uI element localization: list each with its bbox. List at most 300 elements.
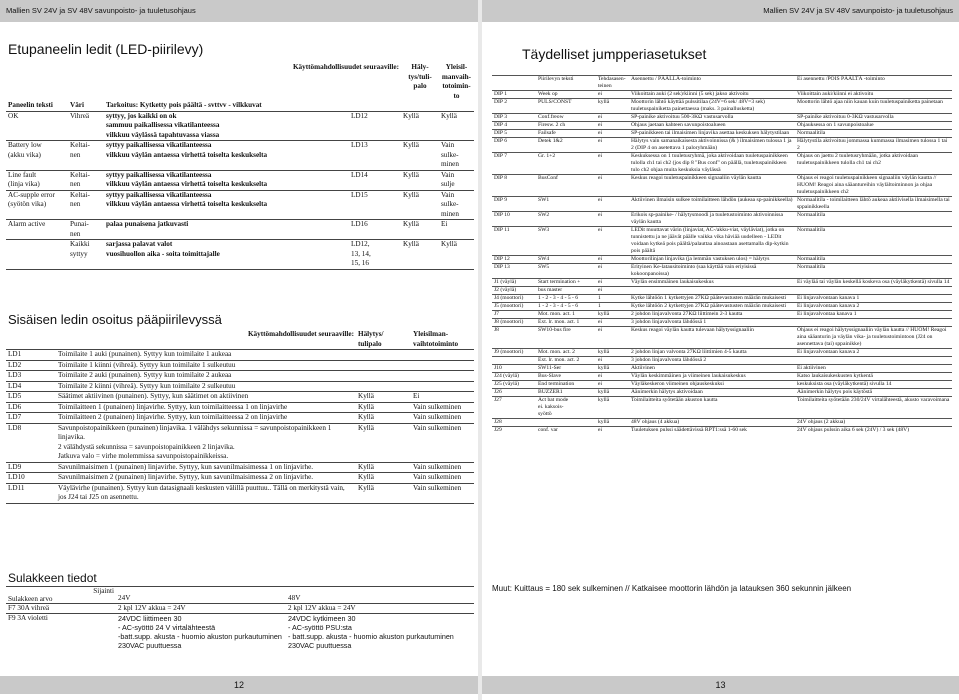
not-installed-function: keskuksista osa (väyläkytkentä) sivulla 14 <box>795 381 952 389</box>
installed-function: 2 johdon linjavalvonta 27KΩ liittimein 2-3 kautta <box>629 311 795 319</box>
vent-value: Ei <box>411 392 474 403</box>
fuse-48v-value: 24VDC kytkimeen 30 - AC-syöttö PSU:sta - batt.supp. akusta - huomio akuston purkautuminen 230VAC puuttuessa <box>286 614 474 651</box>
not-installed-function: Ei linjavalvontaan kanava 1 <box>795 295 952 303</box>
jumper-id: DIP 6 <box>492 138 536 153</box>
led-id: LD12 <box>349 111 401 141</box>
installed-function: Ohjaus jaetaan kahteen savunpoistoalueen <box>629 122 795 130</box>
table-row <box>492 303 952 311</box>
fire-value: Kyllä <box>401 240 439 270</box>
fuse-location: F9 3A violetti <box>6 614 116 651</box>
installed-function: 48V ohjaus (4 akkua) <box>629 419 795 427</box>
installed-function: Erityinen Ke-latausitoiminto (saa käyttää vain eriyisissä kokoonpanoissa) <box>629 264 795 279</box>
table-row <box>6 111 474 141</box>
table-row <box>492 357 952 365</box>
led-description: Toimilaitteen 1 (punainen) linjavirhe. Syttyy, kun toimilaitteessa 1 on linjavirhe <box>56 402 356 413</box>
table-row <box>492 212 952 227</box>
jumper-id: J26 <box>492 389 536 397</box>
table-row <box>492 130 952 138</box>
table-row <box>492 295 952 303</box>
table-row <box>492 227 952 256</box>
fire-value: Kyllä <box>356 402 411 413</box>
not-installed-function <box>795 357 952 365</box>
installed-function: 3 johdon linjavalvonta lähdössä 1 <box>629 319 795 327</box>
board-text: SW3 <box>536 227 596 256</box>
factory-setting: kyllä <box>596 99 629 114</box>
jumper-head <box>492 76 952 91</box>
table-row <box>492 264 952 279</box>
table-row <box>6 423 474 462</box>
board-text: Start termination + <box>536 279 596 287</box>
led-id: LD13 <box>349 141 401 171</box>
jumper-head-cell: Ei asennettu /POIS PÄÄLTÄ -toiminto <box>795 76 952 91</box>
jumper-id: DIP 11 <box>492 227 536 256</box>
jumper-head-cell: Asennettu / PÄÄLLÄ-toiminto <box>629 76 795 91</box>
board-text: SW5 <box>536 264 596 279</box>
led-id: LD8 <box>6 423 56 462</box>
fuse-24v: 24V <box>116 587 286 604</box>
table-row <box>492 138 952 153</box>
factory-setting: ei <box>596 327 629 349</box>
jumper-id: DIP 9 <box>492 197 536 212</box>
fuse-table <box>6 586 474 650</box>
not-installed-function: Katso laukaisukeskusten kytkentä <box>795 373 952 381</box>
led-color: Keltai- nen <box>68 190 104 220</box>
installed-function: Moottorin lähtö käyttää pulssitilaa (24V=6 sek/ 48V=3 sek) tuuletuspainiketta painettaessa (maks. 3 painallusketta) <box>629 99 795 114</box>
led-description: Savunilmaisimen 1 (punainen) linjavirhe. Syttyy, kun savunilmaisimessa 1 on linjavirhe. <box>56 462 356 473</box>
vent-value: Vain sulkeminen <box>411 413 474 424</box>
board-text: conf. var <box>536 427 596 435</box>
header-text: Mallien SV 24V ja SV 48V savunpoisto- ja tuuletusohjaus <box>6 6 196 15</box>
board-text: BusConf <box>536 175 596 197</box>
factory-setting: ei <box>596 264 629 279</box>
fire-value <box>356 381 411 392</box>
not-installed-function <box>795 287 952 295</box>
factory-setting: ei <box>596 373 629 381</box>
table-row <box>6 483 474 503</box>
page-number: 12 <box>233 680 244 690</box>
jumper-id: J7 <box>492 311 536 319</box>
installed-function: Keskuksessa on 1 tuuletusryhmä, joka aktivoidaan tuuletuspainikkeen tulolla ch1 tai ch2 (jos dip 8 "Bus conf" on päällä, tuuletuspainikkeen tulo ch2 ohjaa muita keskuksia väylässä <box>629 153 795 175</box>
installed-function: Toimilaitteita syötetään akuston kautta <box>629 397 795 419</box>
fire-value: Kyllä <box>401 190 439 220</box>
factory-setting: ei <box>596 91 629 99</box>
led-description: Väylävirhe (punainen). Syttyy kun datasignaali keskusten välillä puuttuu.. Tällä on merkitystä vain, jos J24 tai J25 on asennettu. <box>56 483 356 503</box>
vent-value: Kyllä <box>439 111 474 141</box>
jumper-id: DIP 7 <box>492 153 536 175</box>
installed-function: 2 johdon linjan valvonta 27KΩ liittimien 4-5 kautta <box>629 349 795 357</box>
fuse-location-label: Sijainti <box>93 587 114 595</box>
installed-function: Aktiivinen ilmaisin sulkee toimilaitteen lähdön (aukeaa sp-painikkeella) <box>629 197 795 212</box>
board-text: Week op <box>536 91 596 99</box>
led-color: Keltai- nen <box>68 170 104 190</box>
panel-text: Line fault (linja vika) <box>6 170 68 190</box>
led-description: Toimilaitteen 2 (punainen) linjavirhe. Syttyy, kun toimilaitteessa 2 on linjavirhe <box>56 413 356 424</box>
table-row <box>492 153 952 175</box>
board-text: Gr. 1+2 <box>536 153 596 175</box>
not-installed-function: Normaalitila <box>795 256 952 264</box>
table-row <box>6 240 474 270</box>
not-installed-function: Viikoittain auki/kiinni ei aktivoitu <box>795 91 952 99</box>
head-purpose: Tarkoitus: Kytketty pois päältä - svttvv - vilkkuvat <box>104 101 474 111</box>
page-footer <box>482 676 959 694</box>
fire-value: Kyllä <box>356 423 411 462</box>
installed-function: Erikois sp-painike- / hälytysmoodi ja tuuletustoiminto aktivoinnissa väylän kautta <box>629 212 795 227</box>
board-text: SW1 <box>536 197 596 212</box>
not-installed-function: Ei väylää tai väylän keskellä koskeva osa (väyläkytkentä) sivulla 14 <box>795 279 952 287</box>
panel-text: AC-supple error (syötön vika) <box>6 190 68 220</box>
not-installed-function: Normaalitila - toimilaitteen lähtö aukeaa aktiivisella ilmaisimella tai sppainikkeella <box>795 197 952 212</box>
board-text: Detek 1&2 <box>536 138 596 153</box>
table-row <box>492 319 952 327</box>
installed-function <box>629 287 795 295</box>
jumper-id: DIP 2 <box>492 99 536 114</box>
installed-function: Väyläkeskeron viimeinen ohjauskeskuksi <box>629 381 795 389</box>
board-text <box>536 419 596 427</box>
board-text: Mot. mon. act. 1 <box>536 311 596 319</box>
inner-led-table <box>6 330 474 504</box>
not-installed-function: Ei linjavalvontaan kanava 2 <box>795 303 952 311</box>
led-id: LD7 <box>6 413 56 424</box>
vent-value: Vain sulke- minen <box>439 190 474 220</box>
vent-value: Vain sulje <box>439 170 474 190</box>
led-purpose: syttyy, jos kaikki on ok sammuu paikallisessa vikatilanteessa vilkkuu väylässä tapahtuvassa viassa <box>104 111 349 141</box>
not-installed-function: Ohjauksessa on 1 savunpoistoalue <box>795 122 952 130</box>
vent-value <box>411 350 474 361</box>
column-fire: Hälytys/ tulipalo <box>356 330 411 350</box>
board-text: SW10-bus fire <box>536 327 596 349</box>
jumper-id: J25 (väylä) <box>492 381 536 389</box>
factory-setting: kyllä <box>596 397 629 419</box>
table-row <box>6 381 474 392</box>
head-name: Paneelin teksti <box>6 101 68 111</box>
jumper-id: J8 <box>492 327 536 349</box>
blank <box>6 63 104 101</box>
table-row <box>492 99 952 114</box>
vent-value: Vain sulkeminen <box>411 402 474 413</box>
board-text: End termination <box>536 381 596 389</box>
jumper-id: J28 <box>492 419 536 427</box>
vent-value <box>411 381 474 392</box>
installed-function: Väylän keskimmäinen ja viimeinen laukaisukeskus <box>629 373 795 381</box>
led-head-row <box>6 101 474 111</box>
not-installed-function: Ohjaus on jaettu 2 tuuletusryhmään, jotka aktivoidaan tuuletuspainikkeen tulolla ch1 tai ch2 <box>795 153 952 175</box>
table-row <box>6 473 474 484</box>
led-id: LD4 <box>6 381 56 392</box>
board-text: 1 - 2 - 3 - 4 - 5 - 6 <box>536 303 596 311</box>
factory-setting: ei <box>596 175 629 197</box>
vent-value: Vain sulkeminen <box>411 423 474 462</box>
led-id: LD10 <box>6 473 56 484</box>
vent-value: Vain sulkeminen <box>411 473 474 484</box>
vent-value: Ei <box>439 220 474 240</box>
table-row <box>6 220 474 240</box>
table-row <box>492 381 952 389</box>
page-number: 13 <box>715 680 726 690</box>
board-text: Ext. lr. mon. act. 2 <box>536 357 596 365</box>
installed-function: SP-painikkeen tai ilmaisimen linjavika asettaa keskuksen hälytystilaan <box>629 130 795 138</box>
installed-function: LEDit muuttavat värin (linjaviat, AC-/akku-viat, väyläviat), jotka on tunnistettu ja ne jäävät päälle vaikka vika häviää uudelleen - LEDit voidaan kytkeä pois päältä/palauttaa ainoastaan asettamalla dip-kytkin pois päältä <box>629 227 795 256</box>
factory-setting: ei <box>596 427 629 435</box>
installed-function: Keskus reagoi väylän kautta tulevaan hälytyssignaaliin <box>629 327 795 349</box>
factory-setting: 1 <box>596 295 629 303</box>
not-installed-function: Äänimerkin hälytys pois käytöstä <box>795 389 952 397</box>
table-row <box>492 91 952 99</box>
led-purpose: syttyy paikallisessa vikatilanteessa vilkkuu väylän antaessa virhettä toiselta keskukselta <box>104 141 349 171</box>
jumper-id: J8 (moottori) <box>492 319 536 327</box>
column-vent: Yleisilmanvaihtotoiminto <box>411 330 474 350</box>
table-row <box>492 419 952 427</box>
board-text: bus master <box>536 287 596 295</box>
installed-function: Viikoittain auki (2 sek)/kiinni (5 sek) jakso aktivoitu <box>629 91 795 99</box>
table-row <box>6 604 474 614</box>
jumper-id: J1 (väylä) <box>492 279 536 287</box>
jumper-id: DIP 12 <box>492 256 536 264</box>
board-text: Conf.freow <box>536 114 596 122</box>
factory-setting: ei <box>596 319 629 327</box>
led-id: LD15 <box>349 190 401 220</box>
fire-value: Kyllä <box>401 141 439 171</box>
factory-setting: kyllä <box>596 389 629 397</box>
not-installed-function: Moottorin lähtö ajaa niin kauan kuin tuuletuspainiketta painetaan <box>795 99 952 114</box>
board-text: BUZZER1 <box>536 389 596 397</box>
factory-setting: kyllä <box>596 365 629 373</box>
factory-setting: ei <box>596 114 629 122</box>
fuse-section-title: Sulakkeen tiedot <box>8 571 97 585</box>
not-installed-function: 24V ohjaus pulssin aika 6 sek (24V) / 3 sek (48V) <box>795 427 952 435</box>
installed-function: SP-painike aktivoituu 500-3KΩ vastusarvolla <box>629 114 795 122</box>
not-installed-function: 24V ohjaus (2 akkua) <box>795 419 952 427</box>
table-row <box>492 427 952 435</box>
fuse-48v-value: 2 kpl 12V akkua = 24V <box>286 604 474 614</box>
not-installed-function: Ei linjavalvontaa kanava 1 <box>795 311 952 319</box>
header-text: Mallien SV 24V ja SV 48V savunpoisto- ja tuuletusohjaus <box>763 6 953 15</box>
factory-setting: kyllä <box>596 349 629 357</box>
page-header <box>482 0 959 22</box>
led-id: LD2 <box>6 360 56 371</box>
led-id: LD11 <box>6 483 56 503</box>
led-id: LD12, 13, 14, 15, 16 <box>349 240 401 270</box>
table-row <box>6 350 474 361</box>
installed-function: Äänimerkin hälytys aktivoidaan <box>629 389 795 397</box>
not-installed-function <box>795 319 952 327</box>
jumper-id: J2 (väylä) <box>492 287 536 295</box>
jumper-id: DIP 4 <box>492 122 536 130</box>
jumper-section-title: Täydelliset jumpperiasetukset <box>522 46 707 62</box>
installed-function: Hälytys vain samanaikaisesta aktivoinnissa (& ) ilmaisimen tulossa 1 ja 2 (DIP 4 on asetettava 1 paloryhmään) <box>629 138 795 153</box>
jumper-id: DIP 10 <box>492 212 536 227</box>
table-row <box>492 256 952 264</box>
factory-setting: kyllä <box>596 311 629 319</box>
column-fire: Hälytys/tulipalo <box>408 63 432 90</box>
not-installed-function: Ei linjavalvontaan kanava 2 <box>795 349 952 357</box>
installed-function: Väylän ensimmäinen laukaisukeskus <box>629 279 795 287</box>
fire-value: Kyllä <box>356 462 411 473</box>
fire-value: Kyllä <box>401 170 439 190</box>
board-text: SW2 <box>536 212 596 227</box>
fire-value: Kyllä <box>401 220 439 240</box>
led-purpose: syttyy paikallisessa vikatilanteessa vilkkuu väylän antaessa virhettä toiselta keskukselta <box>104 170 349 190</box>
jumper-id: DIP 13 <box>492 264 536 279</box>
factory-setting: ei <box>596 197 629 212</box>
installed-function: Kytke lähtöön 2 kytkettyjen 27KΩ päätevastusten määrän mukaisesti <box>629 303 795 311</box>
not-installed-function: Hälytystila aktivoituu jommassa kummassa ilmasimen tulossa 1 tai 2 <box>795 138 952 153</box>
led-id: LD16 <box>349 220 401 240</box>
fuse-48v: 48V <box>286 587 474 604</box>
fire-value: Kyllä <box>356 483 411 503</box>
factory-setting: ei <box>596 212 629 227</box>
page-header <box>0 0 478 22</box>
factory-setting: ei <box>596 357 629 365</box>
panel-text: OK <box>6 111 68 141</box>
led-color: Punai- nen <box>68 220 104 240</box>
not-installed-function: SP-painike aktivoituu 0-3KΩ vastusarvolla <box>795 114 952 122</box>
factory-setting: 1 <box>596 303 629 311</box>
jumper-id: DIP 8 <box>492 175 536 197</box>
table-row <box>492 287 952 295</box>
table-row <box>492 175 952 197</box>
table-row <box>492 397 952 419</box>
fire-value: Kyllä <box>356 473 411 484</box>
table-row <box>6 371 474 382</box>
not-installed-function: Ohjaus ei reagoi tuuletuspainikkeen signaaliin väylän kautta // HUOM! Reagoi aina sääantureihin väylältoiminnon ja ohjaa tuuletuspainikkeen ch2 <box>795 175 952 197</box>
jumper-id: DIP 5 <box>492 130 536 138</box>
jumper-id: J4 (moottori) <box>492 295 536 303</box>
table-row <box>492 349 952 357</box>
fire-value: Kyllä <box>356 392 411 403</box>
table-row <box>492 389 952 397</box>
table-row <box>6 413 474 424</box>
led-description: Savunpoistopainikkeen (punainen) linjavika. 1 välähdys sekunnissa = savunpoistopainikkeen 1 linjavika. 2 välähdystä sekunnissa = savunpoistopainikkeen 2 linjavika. Jatkuva valo = virhe molemmissa savunpoistopainikkeissa. <box>56 423 356 462</box>
vent-value: Vain sulke- minen <box>439 141 474 171</box>
factory-setting: kyllä <box>596 419 629 427</box>
jumper-note: Muut: Kuittaus = 180 sek sulkeminen // Katkaisee moottorin lähdön ja latauksen 360 sekunnin jälkeen <box>492 584 852 593</box>
not-installed-function: Normaalitila <box>795 227 952 256</box>
board-text: SW11-Ser <box>536 365 596 373</box>
jumper-id: J27 <box>492 397 536 419</box>
table-row <box>492 114 952 122</box>
jumper-id: DIP 1 <box>492 91 536 99</box>
not-installed-function: Ei aktiivinen <box>795 365 952 373</box>
factory-setting: ei <box>596 381 629 389</box>
fire-value <box>356 350 411 361</box>
jumper-id: J10 <box>492 365 536 373</box>
fire-value <box>356 371 411 382</box>
jumper-id: J24 (väylä) <box>492 373 536 381</box>
panel-text <box>6 240 68 270</box>
fire-value: Kyllä <box>356 413 411 424</box>
fuse-corner <box>6 587 116 604</box>
fuse-head <box>6 587 474 604</box>
not-installed-function: Ohjaus ei reagoi hälytyssignaaliin väylän kautta // HUOM! Reagoi aina sääanturin ja väylän vika- ja tuuletustoimintoon (J24 on asennettava (tai) sppainikke) <box>795 327 952 349</box>
led-purpose: sarjassa palavat valot vuosihuollon aika - soita toimittajalle <box>104 240 349 270</box>
fuse-24v-value: 24VDC liittimeen 30 - AC-syöttö 24 V virtalähteestä -batt.supp. akusta - huomio akuston purkautuminen 230VAC puuttuessa <box>116 614 286 651</box>
jumper-table <box>492 75 952 434</box>
led-id: LD9 <box>6 462 56 473</box>
led-table <box>6 63 474 270</box>
panel-text: Battery low (akku vika) <box>6 141 68 171</box>
jumper-head-cell: Piirilevyn teksti <box>536 76 596 91</box>
installed-function: 3 johdon linjavalvonta lähdössä 2 <box>629 357 795 365</box>
led-purpose: syttyy paikallisessa vikatilanteessa vilkkuu väylän antaessa virhettä toiselta keskukselta <box>104 190 349 220</box>
led-description: Toimilaite 1 auki (punainen). Syttyy kun toimilaite 1 aukeaa <box>56 350 356 361</box>
factory-setting: ei <box>596 287 629 295</box>
table-row <box>492 197 952 212</box>
factory-setting: ei <box>596 256 629 264</box>
board-text: PULS/CONST <box>536 99 596 114</box>
board-text: Bus-Slave <box>536 373 596 381</box>
led-id: LD1 <box>6 350 56 361</box>
fuse-24v-value: 2 kpl 12V akkua = 24V <box>116 604 286 614</box>
not-installed-function: Normaalitila <box>795 130 952 138</box>
board-text: Firesw. 2 ch <box>536 122 596 130</box>
led-section-title: Etupaneelin ledit (LED-piirilevy) <box>8 41 204 57</box>
led-description: Toimilaite 2 kiinni (vihreä). Syttyy kun toimilaite 2 sulkeutuu <box>56 381 356 392</box>
led-color: Vihreä <box>68 111 104 141</box>
table-row <box>492 122 952 130</box>
board-text: Failsafe <box>536 130 596 138</box>
led-color: Kaikki syttyy <box>68 240 104 270</box>
installed-function: Tuuletuksen pulssi säädettävissä RPT1:ssä 1-60 sek <box>629 427 795 435</box>
not-installed-function: Normaalitila <box>795 264 952 279</box>
fuse-value-label: Sulakkeen arvo <box>8 595 53 603</box>
led-id: LD5 <box>6 392 56 403</box>
inner-column-header <box>6 330 474 350</box>
jumper-id <box>492 357 536 365</box>
column-vent: Yleisilmanvaihtotoiminto <box>441 63 472 100</box>
led-description: Toimilaite 2 auki (punainen). Syttyy kun toimilaite 2 aukeaa <box>56 371 356 382</box>
not-installed-function: Normaalitila <box>795 212 952 227</box>
table-row <box>6 614 474 651</box>
led-id: LD3 <box>6 371 56 382</box>
jumper-id: DIP 3 <box>492 114 536 122</box>
factory-setting: ei <box>596 138 629 153</box>
factory-setting: ei <box>596 279 629 287</box>
led-description: Toimilaite 1 kiinni (vihreä). Syttyy kun toimilaite 1 sulkeutuu <box>56 360 356 371</box>
vent-value <box>411 360 474 371</box>
fuse-location: F7 30A vihreä <box>6 604 116 614</box>
led-column-header <box>6 63 474 101</box>
table-row <box>6 170 474 190</box>
led-color: Keltai- nen <box>68 141 104 171</box>
left-page <box>0 0 478 700</box>
vent-value: Vain sulkeminen <box>411 483 474 503</box>
factory-setting: ei <box>596 130 629 138</box>
installed-function: Keskus reagoi tuuletuspainikkeen signaaliin väylän kautta <box>629 175 795 197</box>
fire-value: Kyllä <box>401 111 439 141</box>
fire-value <box>356 360 411 371</box>
table-row <box>6 392 474 403</box>
led-id: LD6 <box>6 402 56 413</box>
installed-function: Aktiivinen <box>629 365 795 373</box>
table-row <box>492 373 952 381</box>
table-row <box>492 365 952 373</box>
led-description: Säätimet aktiivinen (punainen). Syttyy, kun säätimet on aktiivinen <box>56 392 356 403</box>
jumper-id: J9 (moottori) <box>492 349 536 357</box>
board-text: SW4 <box>536 256 596 264</box>
vent-value <box>411 371 474 382</box>
column-label: Käyttömahdollisuudet seuraaville: <box>6 330 356 350</box>
table-row <box>492 327 952 349</box>
led-purpose: palaa punaisena jatkuvasti <box>104 220 349 240</box>
panel-text: Alarm active <box>6 220 68 240</box>
factory-setting: ei <box>596 227 629 256</box>
jumper-id: J5 (moottori) <box>492 303 536 311</box>
column-label: Käyttömahdollisuudet seuraaville: <box>292 63 399 71</box>
factory-setting: ei <box>596 153 629 175</box>
head-color: Väri <box>68 101 104 111</box>
led-description: Savunilmaisimen 2 (punainen) linjavirhe. Syttyy, kun savunilmaisimessa 2 on linjavirhe. <box>56 473 356 484</box>
jumper-id: J29 <box>492 427 536 435</box>
